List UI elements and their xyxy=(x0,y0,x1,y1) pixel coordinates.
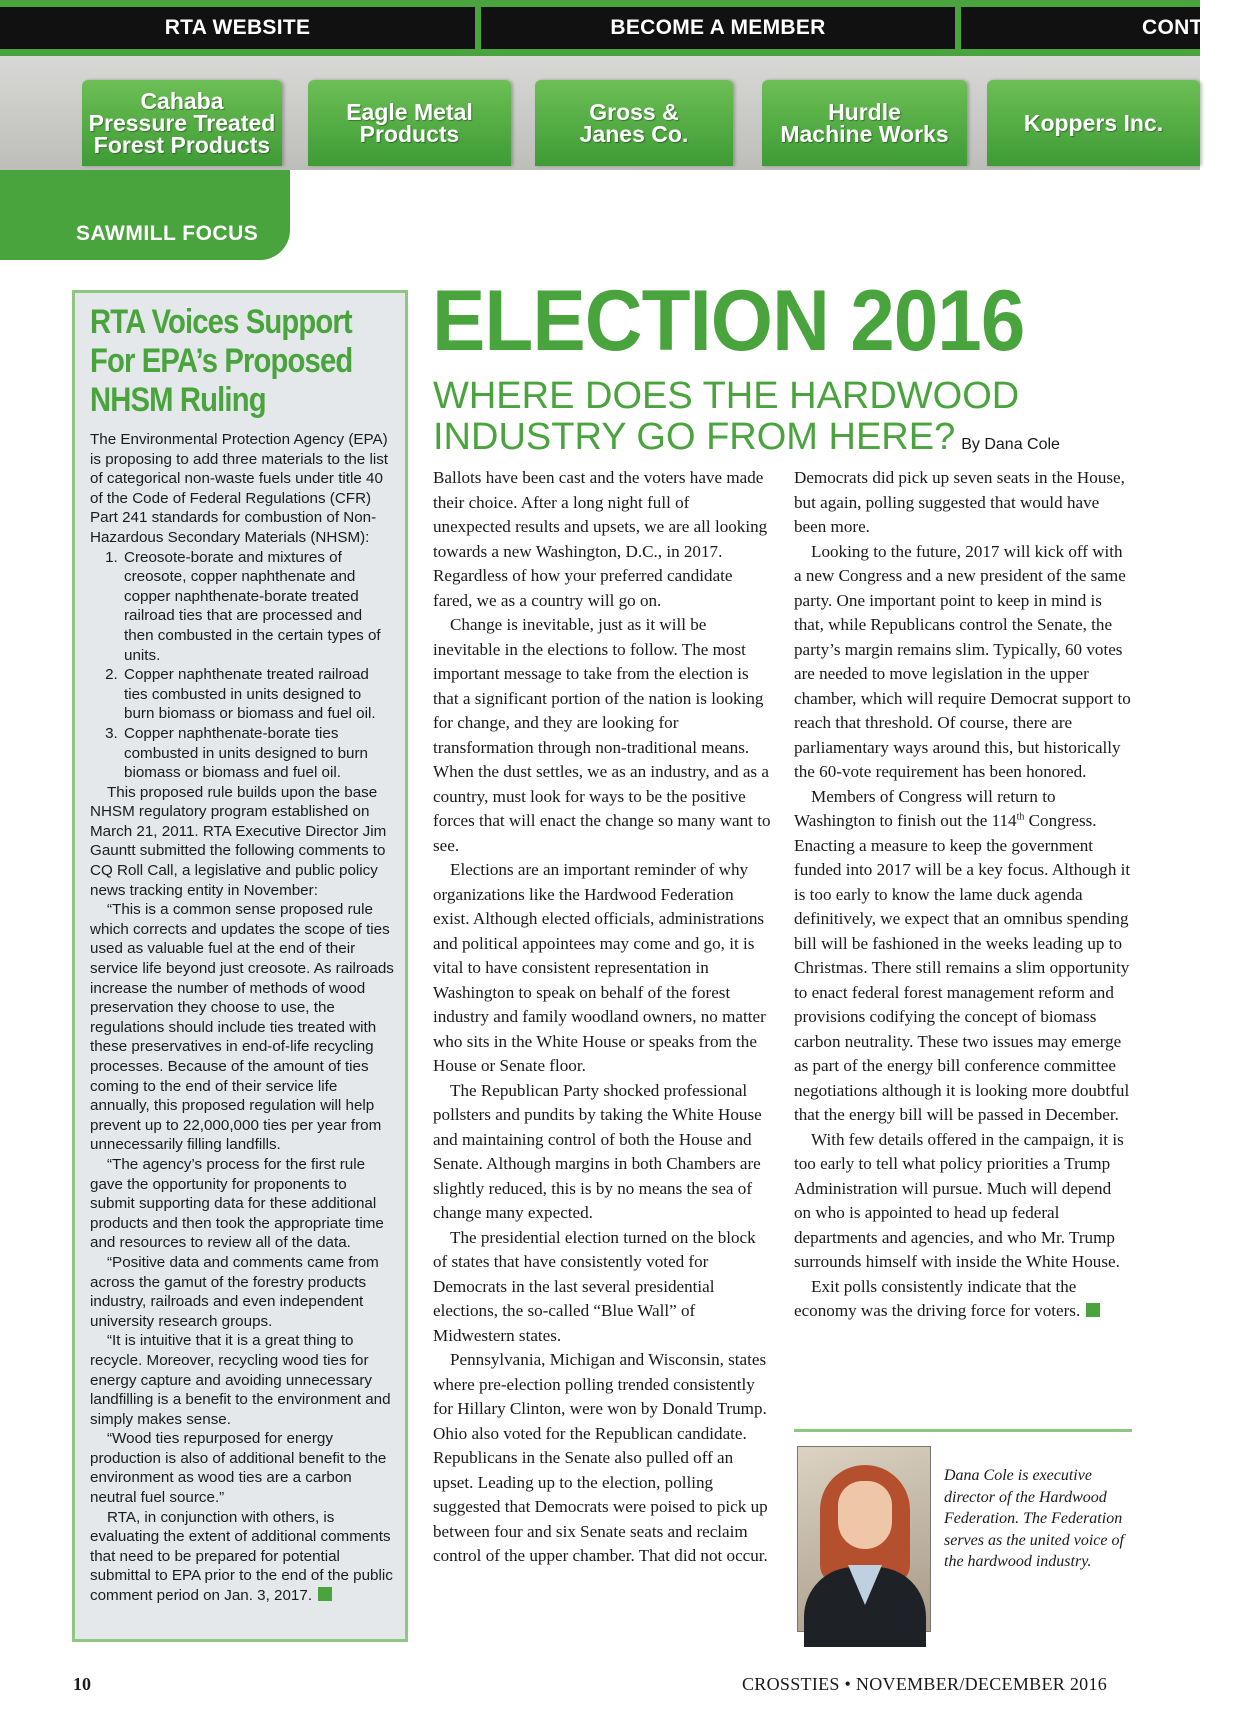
page-number: 10 xyxy=(73,1674,91,1694)
list-item: 3. Copper naphthenate-borate ties combusted in units designed to burn biomass or biomass and fuel oil. xyxy=(122,724,395,783)
nav-link-become-member[interactable]: BECOME A MEMBER xyxy=(610,16,826,39)
sponsor-strip xyxy=(0,56,1200,170)
nav-separator xyxy=(955,7,961,49)
top-nav xyxy=(0,0,1217,56)
section-label: SAWMILL FOCUS xyxy=(76,222,259,245)
sidebar-intro: The Environmental Protection Agency (EPA) is proposing to add three materials to the list of categorical non-waste fuels under title 40 of the Code of Federal Regulations (CFR) Part 241 standards for combustion of Non-Hazardous Secondary Materials (NHSM): xyxy=(90,431,389,546)
article-paragraph: With few details offered in the campaign, it is too early to tell what policy priorities a Trump Administration will pursue. Much will depend on who is appointed to head up federal departments and agencies, and who Mr. Trump surrounds himself with inside the White House. xyxy=(794,1129,1124,1271)
article-headline: ELECTION 2016 xyxy=(432,273,1025,369)
sidebar-paragraph: “This is a common sense proposed rule which corrects and updates the scope of ties used as valuable fuel at the end of their service life beyond just creosote. As railroads increase the number of methods of wood preservation they choose to use, the regulations should include ties treated with these preservatives in end-of-life recycling processes. Because of the amount of ties coming to the end of their service life annually, this proposed regulation will help prevent up to 22,000,000 ties per year from unnecessarily filling landfills. xyxy=(90,901,394,1154)
running-title: CROSSTIES • NOVEMBER/DECEMBER 2016 xyxy=(742,1674,1108,1694)
nav-link-contact[interactable]: CONTA xyxy=(1142,16,1217,39)
article-paragraph: Elections are an important reminder of why organizations like the Hardwood Federation exist. Although elected officials, administrations and political appointees may come and go, it is vital to have consistent representation in Washington to speak on behalf of the forest industry and family woodland owners, no matter who sits in the White House or speaks from the House or Senate floor. xyxy=(433,860,766,1075)
nav-bottom-stripe xyxy=(0,49,1200,56)
nav-link-rta-website[interactable]: RTA WEBSITE xyxy=(164,16,311,39)
article-paragraph: Pennsylvania, Michigan and Wisconsin, states where pre-election polling trended consistently for Hillary Clinton, were won by Donald Trump. Ohio also voted for the Republican candidate. Republicans in the Senate also pulled off an upset. Leading up to the election, polling suggested that Democrats were poised to pick up between four and six Senate seats and reclaim control of the upper chamber. That did not occur. xyxy=(433,1350,768,1565)
article-paragraph: The presidential election turned on the block of states that have consistently voted for Democrats in the last several presidential elections, the so-called “Blue Wall” of Midwestern states. xyxy=(433,1227,756,1345)
list-item: 1. Creosote-borate and mixtures of creosote, copper naphthenate and copper naphthenate-borate treated railroad ties that are processed and then combusted in the certain types of units. xyxy=(122,548,395,666)
article-paragraph: Ballots have been cast and the voters have made their choice. After a long night full of unexpected results and upsets, we are all looking towards a new Washington, D.C., in 2017. Regardless of how your preferred candidate fared, we as a country will go on. xyxy=(433,468,768,610)
sidebar-paragraph: “It is intuitive that it is a great thing to recycle. Moreover, recycling wood ties for energy capture and avoiding unnecessary landfilling is a benefit to the environment and simply makes sense. xyxy=(90,1332,391,1428)
article-paragraph: Members of Congress will return to Washington to finish out the 114th Congress. Enacting a measure to keep the government funded into 2017 will be a key focus. Although it is too early to know the lame duck agenda definitively, we expect that an omnibus spending bill will be fashioned in the weeks leading up to Christmas. There still remains a slim opportunity to enact federal forest management reform and provisions codifying the concept of biomass carbon neutrality. These two issues may emerge as part of the energy bill conference committee negotiations although it is looking more doubtful that the energy bill will be passed in December. xyxy=(794,786,1131,1124)
end-mark-icon xyxy=(318,1587,332,1601)
article-column-2 xyxy=(794,466,1132,1426)
sponsor-gross-janes[interactable]: Gross & Janes Co. xyxy=(535,80,733,166)
column-rule xyxy=(794,1429,1132,1432)
nav-top-stripe xyxy=(0,0,1200,7)
article-paragraph: Democrats did pick up seven seats in the House, but again, polling suggested that would have been more. xyxy=(794,468,1125,536)
article-paragraph: Looking to the future, 2017 will kick off with a new Congress and a new president of the same party. One important point to keep in mind is that, while Republicans control the Senate, the party’s margin remains slim. Typically, 60 votes are needed to move legislation in the upper chamber, which will require Democrat support to reach that threshold. Of course, there are parliamentary ways around this, but historically the 60-vote requirement has been honored. xyxy=(794,541,1131,781)
sidebar-paragraph: This proposed rule builds upon the base NHSM regulatory program established on March 21, 2011. RTA Executive Director Jim Gauntt submitted the following comments to CQ Roll Call, a legislative and public policy news tracking entity in November: xyxy=(90,783,387,899)
byline: By Dana Cole xyxy=(961,436,1060,453)
section-tab xyxy=(0,170,290,260)
sidebar-list xyxy=(90,548,395,783)
article-paragraph: The Republican Party shocked professional pollsters and pundits by taking the White House and maintaining control of both the House and Senate. Although margins in both Chambers are slightly reduced, this is by no means the sea of change many expected. xyxy=(433,1080,762,1222)
article-subhead: WHERE DOES THE HARDWOOD INDUSTRY GO FROM HERE? By Dana Cole xyxy=(433,375,1060,458)
author-photo xyxy=(797,1446,931,1632)
list-item: 2. Copper naphthenate treated railroad ties combusted in units designed to burn biomass or biomass and fuel oil. xyxy=(122,665,395,724)
sidebar-paragraph: “Wood ties repurposed for energy production is also of additional benefit to the environment as wood ties are a carbon neutral fuel source.” xyxy=(90,1430,387,1507)
sidebar-title: RTA Voices Support For EPA’s Proposed NHSM Ruling xyxy=(90,303,353,419)
sponsor-koppers[interactable]: Koppers Inc. xyxy=(987,80,1200,166)
sponsor-eagle-metal[interactable]: Eagle Metal Products xyxy=(308,80,511,166)
sponsor-cahaba[interactable]: Cahaba Pressure Treated Forest Products xyxy=(82,80,282,166)
sponsor-hurdle[interactable]: Hurdle Machine Works xyxy=(762,80,967,166)
article-paragraph: Exit polls consistently indicate that the economy was the driving force for voters. xyxy=(794,1275,1132,1324)
sidebar-paragraph: RTA, in conjunction with others, is evaluating the extent of additional comments that need to be prepared for potential submittal to EPA prior to the end of the public comment period on Jan. 3, 2017. xyxy=(90,1508,393,1605)
sidebar-paragraph: “The agency’s process for the first rule gave the opportunity for proponents to submit supporting data for these additional products and then took the appropriate time and resources to review all of the data. xyxy=(90,1155,384,1252)
sidebar-box xyxy=(72,290,408,1642)
sidebar-paragraph: “Positive data and comments came from across the gamut of the forestry products industry, railroads and even independent university research groups. xyxy=(90,1253,379,1330)
end-mark-icon xyxy=(1086,1303,1100,1317)
author-bio: Dana Cole is executive director of the Hardwood Federation. The Federation serves as the united voice of the hardwood industry. xyxy=(944,1467,1124,1570)
article-column-1 xyxy=(433,466,771,1646)
article-paragraph: Change is inevitable, just as it will be inevitable in the elections to follow. The most important message to take from the election is that a significant portion of the nation is looking for change, and they are looking for transformation through non-traditional means. When the dust settles, we as an industry, and as a country, must look for ways to be the positive forces that will enact the change so many want to see. xyxy=(433,615,771,855)
